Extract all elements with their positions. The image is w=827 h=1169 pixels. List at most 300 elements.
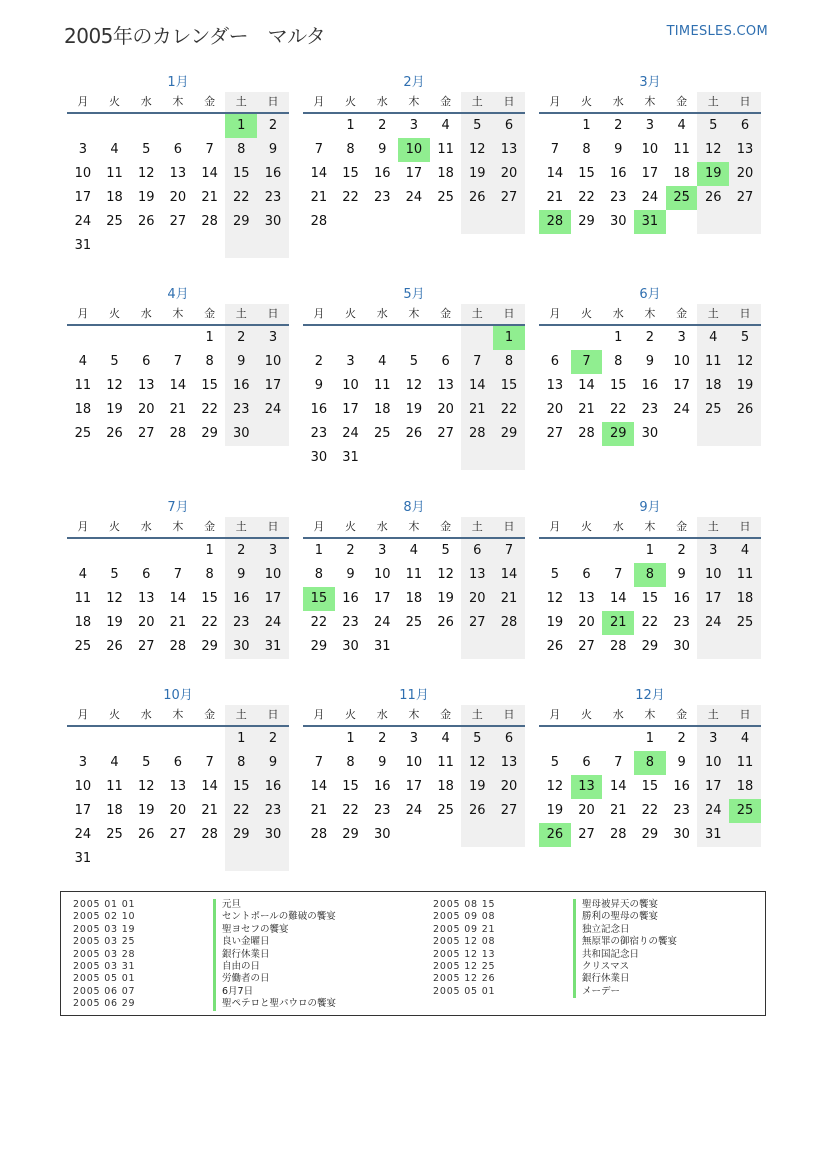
calendar-day: 30 [673,827,690,842]
week-row [303,563,525,587]
calendar-day: 27 [578,639,595,654]
calendar-day: 10 [398,138,430,162]
calendar-day: 13 [493,138,525,162]
week-row [303,350,525,374]
holiday-row [433,924,677,936]
holiday-name: 聖母被昇天の饗宴 [573,899,658,911]
month-block [67,74,289,258]
calendar-day: 11 [437,142,454,157]
calendar-day: 17 [342,402,359,417]
week-row [303,398,525,422]
calendar-day: 4 [441,118,450,133]
week-row [67,775,289,799]
week-row [303,727,525,751]
calendar-day: 29 [225,210,257,234]
week-row [539,374,761,398]
weekday-label: 金 [204,95,216,108]
holiday-row [433,949,677,961]
month-block [539,687,761,847]
week-row [539,727,761,751]
week-row [67,234,289,258]
week-row [67,210,289,234]
calendar-day: 7 [314,755,323,770]
weekday-label: 木 [408,708,420,721]
weekday-header [303,705,525,727]
weekday-label: 水 [140,520,152,533]
empty-day [67,727,99,751]
calendar-day: 4 [78,354,87,369]
calendar-day: 17 [257,374,289,398]
calendar-day: 21 [310,803,328,818]
calendar-day: 4 [677,118,686,133]
holiday-name: セントポールの難破の饗宴 [213,911,336,923]
calendar-day: 30 [257,823,289,847]
weekday-label: 月 [77,708,89,721]
holiday-row [433,973,677,985]
calendar-day: 27 [137,426,155,441]
calendar-day: 29 [201,639,218,654]
week-row [67,823,289,847]
month-block [67,286,289,446]
calendar-day: 8 [634,563,666,587]
calendar-day: 7 [614,567,623,582]
calendar-day: 6 [441,354,450,369]
empty-day [257,422,289,446]
calendar-day: 30 [641,426,659,441]
month-name: 1月 [167,75,189,90]
calendar-day: 13 [137,591,155,606]
weekday-label: 水 [612,520,624,533]
calendar-day: 31 [257,635,289,659]
calendar-day: 16 [257,162,289,186]
empty-day [67,326,99,350]
weekday-label: 火 [345,307,357,320]
calendar-day: 11 [729,751,761,775]
calendar-day: 6 [461,539,493,563]
weekday-label: 火 [109,708,121,721]
calendar-day: 26 [137,214,155,229]
calendar-day: 14 [609,779,627,794]
calendar-day: 1 [614,330,623,345]
calendar-day: 3 [346,354,355,369]
empty-day [257,234,289,258]
week-row [67,422,289,446]
calendar-day: 16 [225,587,257,611]
calendar-day: 2 [614,118,623,133]
month-name: 6月 [639,287,661,302]
calendar-day: 19 [106,615,123,630]
empty-day [130,326,162,350]
weekday-label: 木 [172,307,184,320]
month-block [539,74,761,234]
calendar-day: 27 [578,827,595,842]
empty-day [398,326,430,350]
calendar-day: 3 [409,118,419,133]
calendar-day: 30 [225,422,257,446]
holiday-date: 2005 06 29 [73,998,136,1010]
empty-day [225,847,257,871]
month-block [67,499,289,659]
weekday-header [303,92,525,114]
calendar-day: 23 [257,186,289,210]
calendar-day: 21 [461,398,493,422]
calendar-day: 15 [201,378,218,393]
empty-day [398,446,430,470]
calendar-day: 9 [314,378,323,393]
empty-day [539,326,571,350]
holiday-row [433,911,677,923]
calendar-day: 5 [550,755,559,770]
empty-day [602,539,634,563]
calendar-day: 4 [110,755,119,770]
calendar-day: 6 [582,567,591,582]
calendar-day: 24 [257,398,289,422]
weekday-header [67,517,289,539]
calendar-day: 8 [225,751,257,775]
holiday-row [433,986,677,998]
calendar-day: 29 [225,823,257,847]
weekday-label: 水 [140,307,152,320]
calendar-day: 30 [225,635,257,659]
month-block [539,499,761,659]
holiday-date: 2005 03 19 [73,923,136,935]
empty-day [130,727,162,751]
calendar-day: 2 [378,118,387,133]
calendar-day: 26 [539,823,571,847]
calendar-day: 28 [578,426,595,441]
calendar-day: 19 [137,803,155,818]
calendar-day: 17 [373,591,391,606]
empty-day [398,823,430,847]
calendar-day: 27 [493,799,525,823]
calendar-day: 22 [641,803,659,818]
holiday-date: 2005 05 01 [433,985,496,997]
calendar-day: 15 [201,591,218,606]
month-block [303,286,525,470]
calendar-day: 1 [205,330,214,345]
calendar-day: 26 [546,639,564,654]
holiday-name: 6月7日 [213,986,253,998]
weekday-label: 月 [77,307,89,320]
weekday-label: 金 [440,520,452,533]
empty-day [130,114,162,138]
calendar-day: 24 [641,190,659,205]
calendar-day: 5 [110,354,119,369]
calendar-day: 20 [169,190,187,205]
calendar-day: 2 [225,326,257,350]
calendar-day: 11 [673,142,690,157]
week-row [67,799,289,823]
holiday-date: 2005 03 28 [73,948,136,960]
empty-day [493,635,525,659]
holiday-name: 労働者の日 [213,973,270,985]
calendar-day: 25 [729,611,761,635]
weekday-label: 日 [493,517,525,537]
calendar-day: 29 [342,827,359,842]
holiday-date: 2005 03 31 [73,960,136,972]
empty-day [398,210,430,234]
calendar-day: 23 [225,611,257,635]
calendar-day: 20 [137,615,155,630]
month-name: 12月 [635,688,665,703]
calendar-day: 25 [373,426,391,441]
weekday-label: 土 [697,304,729,324]
week-row [539,350,761,374]
calendar-day: 22 [225,799,257,823]
calendar-day: 22 [578,190,595,205]
week-row [539,398,761,422]
calendar-day: 11 [437,755,454,770]
calendar-day: 28 [310,214,328,229]
calendar-day: 12 [405,378,423,393]
calendar-day: 24 [74,827,92,842]
weekday-header [67,92,289,114]
month-block [67,687,289,871]
empty-day [571,727,603,751]
calendar-day: 19 [106,402,123,417]
calendar-day: 23 [373,190,391,205]
week-row [303,823,525,847]
weekday-label: 土 [225,517,257,537]
calendar-day: 5 [697,114,729,138]
calendar-day: 26 [729,398,761,422]
holiday-date: 2005 09 08 [433,911,496,923]
weekday-label: 土 [461,92,493,112]
calendar-day: 23 [609,190,627,205]
calendar-day: 2 [225,539,257,563]
weekday-header [539,304,761,326]
week-row [67,727,289,751]
empty-day [225,234,257,258]
calendar-day: 20 [169,803,187,818]
calendar-day: 24 [257,611,289,635]
calendar-day: 18 [729,587,761,611]
calendar-day: 9 [645,354,655,369]
calendar-day: 15 [641,779,659,794]
calendar-day: 24 [673,402,690,417]
weekday-label: 月 [77,520,89,533]
calendar-day: 2 [346,543,355,558]
calendar-day: 3 [697,539,729,563]
calendar-day: 20 [578,615,595,630]
calendar-day: 9 [225,350,257,374]
weekday-label: 火 [345,95,357,108]
month-name: 5月 [403,287,425,302]
empty-day [130,847,162,871]
calendar-day: 10 [641,142,659,157]
calendar-day: 9 [378,142,387,157]
calendar-day: 13 [437,378,454,393]
empty-day [130,539,162,563]
weekday-label: 水 [612,708,624,721]
calendar-day: 10 [257,563,289,587]
empty-day [130,234,162,258]
calendar-day: 10 [342,378,359,393]
empty-day [602,727,634,751]
calendar-day: 4 [697,326,729,350]
weekday-label: 木 [172,95,184,108]
weekday-label: 火 [109,520,121,533]
calendar-day: 18 [74,615,92,630]
calendar-day: 5 [550,567,559,582]
weekday-label: 土 [461,304,493,324]
holiday-row [433,961,677,973]
calendar-day: 6 [142,354,151,369]
weekday-header [67,304,289,326]
calendar-day: 24 [405,803,423,818]
calendar-day: 30 [342,639,359,654]
calendar-day: 4 [78,567,87,582]
calendar-day: 14 [310,779,328,794]
calendar-day: 1 [314,543,323,558]
holiday-row [433,936,677,948]
week-row [67,326,289,350]
empty-day [461,635,493,659]
calendar-day: 3 [257,539,289,563]
calendar-day: 28 [310,827,328,842]
calendar-day: 7 [614,755,623,770]
empty-day [461,446,493,470]
weekday-label: 木 [644,708,656,721]
calendar-day: 25 [729,799,761,823]
month-name: 10月 [163,688,193,703]
holiday-date: 2005 12 26 [433,973,496,985]
empty-day [666,210,698,234]
empty-day [194,114,226,138]
weekday-label: 土 [225,92,257,112]
calendar-day: 18 [74,402,92,417]
holiday-date: 2005 03 25 [73,936,136,948]
empty-day [430,635,462,659]
weekday-label: 日 [257,92,289,112]
week-row [67,751,289,775]
calendar-day: 2 [378,731,387,746]
weekday-label: 金 [440,307,452,320]
week-row [539,114,761,138]
month-name: 3月 [639,75,661,90]
week-row [539,539,761,563]
weekday-label: 火 [109,307,121,320]
calendar-day: 18 [437,779,454,794]
week-row [67,587,289,611]
week-row [303,422,525,446]
calendar-day: 14 [310,166,328,181]
calendar-day: 9 [257,751,289,775]
calendar-day: 6 [493,114,525,138]
calendar-day: 30 [609,214,627,229]
calendar-day: 19 [405,402,423,417]
calendar-day: 22 [201,615,218,630]
month-name: 7月 [167,500,189,515]
weekday-label: 月 [313,708,325,721]
calendar-day: 20 [493,775,525,799]
calendar-day: 6 [729,114,761,138]
calendar-day: 26 [106,639,123,654]
calendar-day: 15 [225,162,257,186]
calendar-day: 13 [571,775,603,799]
week-row [303,446,525,470]
calendar-day: 23 [257,799,289,823]
holiday-row [73,998,336,1010]
weekday-label: 月 [313,520,325,533]
month-block [303,687,525,847]
calendar-day: 21 [169,615,187,630]
calendar-day: 20 [729,162,761,186]
calendar-day: 28 [539,210,571,234]
calendar-day: 20 [493,162,525,186]
calendar-day: 16 [373,166,391,181]
weekday-label: 木 [644,95,656,108]
calendar-day: 3 [257,326,289,350]
month-block [303,499,525,659]
calendar-day: 26 [437,615,454,630]
weekday-label: 月 [549,708,561,721]
weekday-label: 火 [581,307,593,320]
empty-day [162,539,194,563]
week-row [539,799,761,823]
calendar-day: 11 [697,350,729,374]
weekday-label: 木 [172,520,184,533]
calendar-day: 27 [437,426,454,441]
calendar-day: 26 [137,827,155,842]
calendar-day: 8 [493,350,525,374]
week-row [303,539,525,563]
calendar-day: 11 [106,779,123,794]
calendar-day: 6 [142,567,151,582]
calendar-day: 1 [205,543,214,558]
week-row [539,138,761,162]
calendar-day: 15 [303,587,335,611]
calendar-day: 26 [461,186,493,210]
calendar-day: 3 [78,142,87,157]
empty-day [194,234,226,258]
empty-day [366,446,398,470]
calendar-day: 14 [201,166,218,181]
weekday-label: 火 [109,95,121,108]
calendar-day: 10 [697,563,729,587]
weekday-label: 月 [313,307,325,320]
calendar-day: 27 [169,214,187,229]
calendar-day: 9 [677,755,686,770]
week-row [539,186,761,210]
calendar-day: 31 [74,851,92,866]
holiday-name: 銀行休業日 [573,973,630,985]
calendar-day: 7 [550,142,559,157]
holiday-name: 独立記念日 [573,924,630,936]
calendar-day: 15 [578,166,595,181]
empty-day [571,326,603,350]
calendar-day: 14 [201,779,218,794]
calendar-day: 30 [310,450,328,465]
weekday-label: 火 [345,520,357,533]
weekday-label: 日 [729,517,761,537]
calendar-day: 6 [173,142,183,157]
calendar-day: 29 [578,214,595,229]
month-name: 11月 [399,688,429,703]
calendar-day: 22 [342,190,359,205]
calendar-day: 17 [697,775,729,799]
calendar-day: 8 [614,354,623,369]
calendar-day: 27 [461,611,493,635]
calendar-day: 16 [342,591,359,606]
calendar-day: 23 [373,803,391,818]
calendar-day: 21 [201,803,218,818]
week-row [303,138,525,162]
week-row [539,422,761,446]
site-logo[interactable]: TIMESLES.COM [666,24,768,39]
holiday-name: 良い金曜日 [213,936,270,948]
calendar-day: 5 [729,326,761,350]
